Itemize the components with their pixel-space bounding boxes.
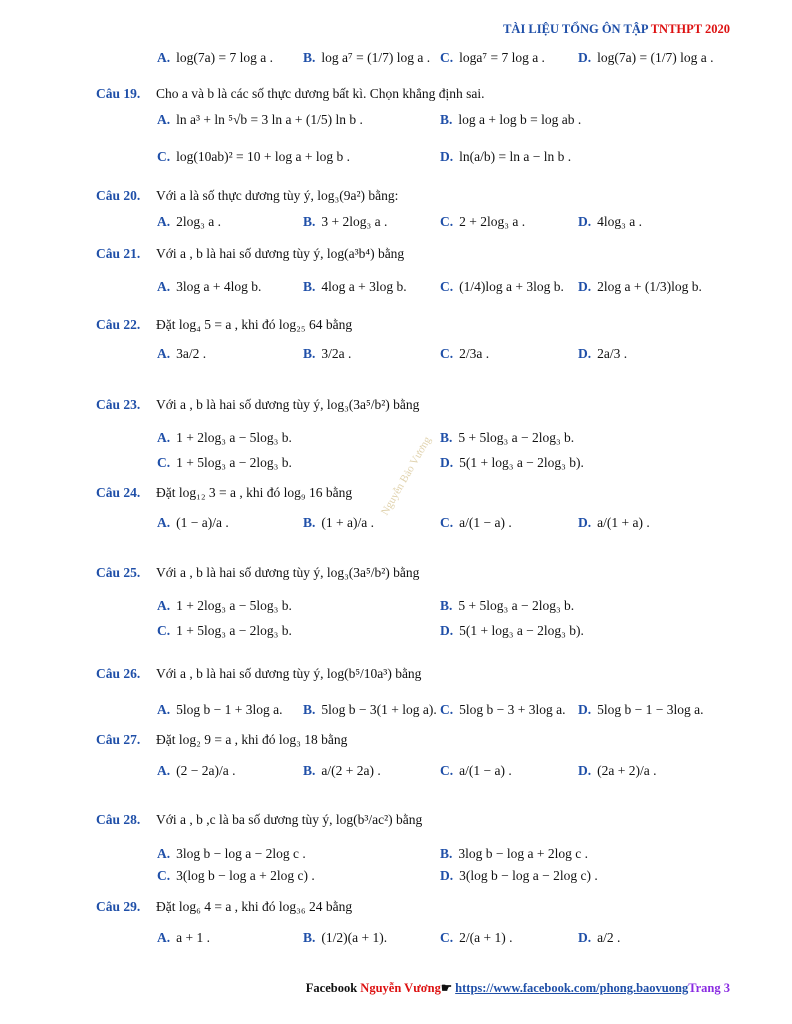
q19-option-c: C. log(10ab)² = 10 + log a + log b .: [157, 149, 350, 164]
q20-option-a: A. 2log₃ a .: [157, 214, 221, 229]
question-22: Câu 22. Đặt log₄ 5 = a , khi đó log₂₅ 64 bằng: [96, 317, 353, 332]
q24-option-a: A. (1 − a)/a .: [157, 515, 229, 530]
q20-option-b: B. 3 + 2log₃ a .: [303, 214, 388, 229]
q23-option-a: A. 1 + 2log₃ a − 5log₃ b.: [157, 430, 292, 445]
q25-option-d: D. 5(1 + log₃ a − 2log₃ b).: [440, 623, 584, 638]
q28-option-c: C. 3(log b − log a + 2log c) .: [157, 868, 315, 883]
q23-option-d: D. 5(1 + log₃ a − 2log₃ b).: [440, 455, 584, 470]
q26-option-c: C. 5log b − 3 + 3log a.: [440, 702, 566, 717]
q20-option-d: D. 4log₃ a .: [578, 214, 642, 229]
q26-option-d: D. 5log b − 1 − 3log a.: [578, 702, 704, 717]
q29-option-c: C. 2/(a + 1) .: [440, 930, 513, 945]
q25-option-c: C. 1 + 5log₃ a − 2log₃ b.: [157, 623, 292, 638]
q23-option-c: C. 1 + 5log₃ a − 2log₃ b.: [157, 455, 292, 470]
header-title-red: TNTHPT 2020: [650, 22, 730, 36]
q27-option-b: B. a/(2 + 2a) .: [303, 763, 381, 778]
question-29: Câu 29. Đặt log₆ 4 = a , khi đó log₃₆ 24 bằng: [96, 899, 353, 914]
question-24: Câu 24. Đặt log₁₂ 3 = a , khi đó log₉ 16 bằng: [96, 485, 353, 500]
q27-option-d: D. (2a + 2)/a .: [578, 763, 657, 778]
q18-option-b: B. log a⁷ = (1/7) log a .: [303, 50, 431, 65]
watermark: Nguyễn Bảo Vương: [378, 434, 434, 518]
q19-option-a: A. ln a³ + ln ⁵√b = 3 ln a + (1/5) ln b .: [157, 112, 363, 127]
question-27: Câu 27. Đặt log₂ 9 = a , khi đó log₃ 18 bằng: [96, 732, 348, 747]
q22-option-d: D. 2a/3 .: [578, 346, 628, 361]
q29-option-a: A. a + 1 .: [157, 930, 210, 945]
footer-facebook: Facebook: [305, 981, 361, 995]
q18-option-d: D. log(7a) = (1/7) log a .: [578, 50, 714, 65]
question-21: Câu 21. Với a , b là hai số dương tùy ý, log(a³b⁴) bằng: [96, 246, 405, 261]
q26-option-b: B. 5log b − 3(1 + log a).: [303, 702, 437, 717]
question-25: Câu 25. Với a , b là hai số dương tùy ý, log₃(3a⁵/b²) bằng: [96, 565, 420, 580]
header-title-blue: TÀI LIỆU TỔNG ÔN TẬP: [503, 22, 651, 36]
q26-option-a: A. 5log b − 1 + 3log a.: [157, 702, 283, 717]
q18-option-c: C. loga⁷ = 7 log a .: [440, 50, 545, 65]
question-19: Câu 19. Cho a và b là các số thực dương bất kì. Chọn khẳng định sai.: [96, 86, 485, 101]
q19-option-d: D. ln(a/b) = ln a − ln b .: [440, 149, 572, 164]
q21-option-d: D. 2log a + (1/3)log b.: [578, 279, 702, 294]
page-header: [503, 22, 730, 37]
q28-option-a: A. 3log b − log a − 2log c .: [157, 846, 306, 861]
q25-option-a: A. 1 + 2log₃ a − 5log₃ b.: [157, 598, 292, 613]
q29-option-d: D. a/2 .: [578, 930, 621, 945]
q21-option-b: B. 4log a + 3log b.: [303, 279, 407, 294]
pointing-hand-icon: ☛: [440, 981, 456, 995]
q24-option-d: D. a/(1 + a) .: [578, 515, 650, 530]
footer-link[interactable]: https://www.facebook.com/phong.baovuong: [455, 981, 689, 995]
q25-option-b: B. 5 + 5log₃ a − 2log₃ b.: [440, 598, 575, 613]
q22-option-c: C. 2/3a .: [440, 346, 490, 361]
page-footer: [306, 980, 730, 996]
q20-option-c: C. 2 + 2log₃ a .: [440, 214, 526, 229]
q21-option-c: C. (1/4)log a + 3log b.: [440, 279, 564, 294]
q23-option-b: B. 5 + 5log₃ a − 2log₃ b.: [440, 430, 575, 445]
q22-option-a: A. 3a/2 .: [157, 346, 207, 361]
question-20: Câu 20. Với a là số thực dương tùy ý, log₃(9a²) bằng:: [96, 188, 399, 203]
footer-author: Nguyễn Vương: [360, 981, 441, 995]
q24-option-b: B. (1 + a)/a .: [303, 515, 374, 530]
q24-option-c: C. a/(1 − a) .: [440, 515, 512, 530]
q29-option-b: B. (1/2)(a + 1).: [303, 930, 388, 945]
q28-option-b: B. 3log b − log a + 2log c .: [440, 846, 588, 861]
q22-option-b: B. 3/2a .: [303, 346, 352, 361]
question-28: Câu 28. Với a , b ,c là ba số dương tùy ý, log(b³/ac²) bằng: [96, 812, 423, 827]
q27-option-c: C. a/(1 − a) .: [440, 763, 512, 778]
q19-option-b: B. log a + log b = log ab .: [440, 112, 582, 127]
q28-option-d: D. 3(log b − log a − 2log c) .: [440, 868, 598, 883]
q21-option-a: A. 3log a + 4log b.: [157, 279, 262, 294]
question-23: Câu 23. Với a , b là hai số dương tùy ý, log₃(3a⁵/b²) bằng: [96, 397, 420, 412]
page-number: Trang 3: [688, 981, 730, 995]
question-26: Câu 26. Với a , b là hai số dương tùy ý, log(b⁵/10a³) bằng: [96, 666, 422, 681]
q18-option-a: A. log(7a) = 7 log a .: [157, 50, 273, 65]
q27-option-a: A. (2 − 2a)/a .: [157, 763, 236, 778]
